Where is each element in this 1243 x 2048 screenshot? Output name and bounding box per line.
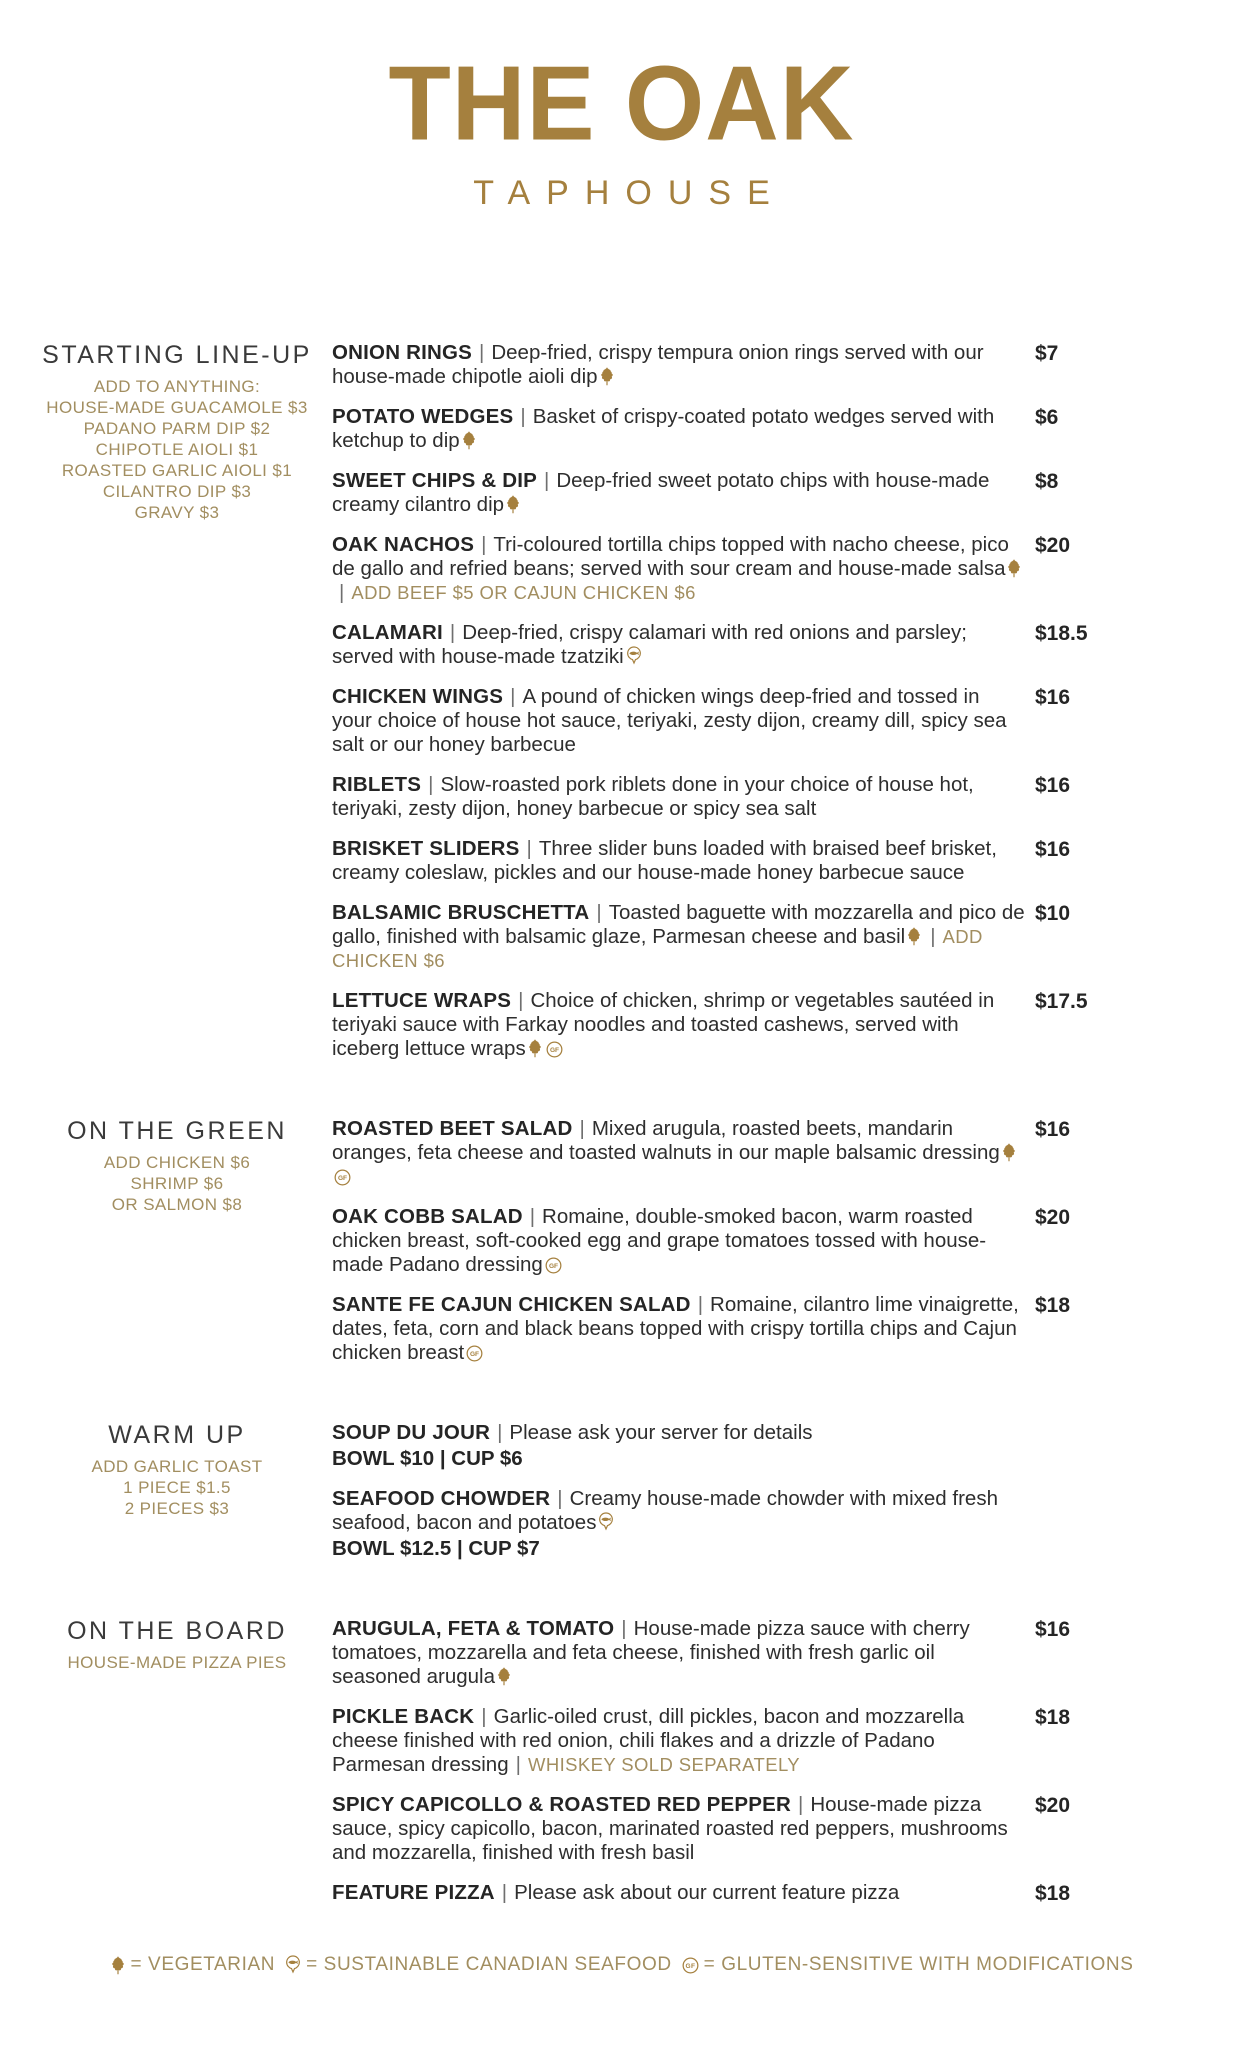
section-note-line: ADD GARLIC TOAST — [91, 1457, 263, 1476]
menu-section — [40, 341, 1147, 1077]
item-description: Garlic-oiled crust, dill pickles, bacon and mozzarella cheese finished with red onion, chili flakes and a drizzle of Padano Parmesan dressing — [332, 1705, 965, 1776]
section-note-line: OR SALMON $8 — [111, 1195, 243, 1214]
item-description: Please ask your server for details — [509, 1421, 813, 1444]
oak-leaf-vegetarian-icon — [497, 1667, 511, 1686]
item-name: SOUP DU JOUR — [332, 1421, 491, 1444]
menu-item — [332, 1117, 1147, 1189]
section-heading: STARTING LINE-UP — [42, 341, 312, 369]
gluten-free-icon — [334, 1169, 351, 1186]
section-items — [332, 1617, 1147, 1922]
item-description: A pound of chicken wings deep-fried and tossed in your choice of house hot sauce, teriyaki, zesty dijon, creamy dill, spicy sea salt or our honey barbecue — [332, 685, 1007, 756]
legend-group — [283, 1954, 672, 1976]
menu-item — [332, 1421, 1147, 1471]
item-price — [1035, 1421, 1147, 1471]
section-heading: WARM UP — [108, 1421, 246, 1449]
oak-leaf-vegetarian-icon — [600, 367, 614, 386]
item-description: Mixed arugula, roasted beets, mandarin oranges, feta cheese and toasted walnuts in our maple balsamic dressing — [332, 1117, 1000, 1164]
menu-item — [332, 621, 1147, 669]
section-heading: ON THE BOARD — [67, 1617, 287, 1645]
svg-text:GF: GF — [337, 1175, 348, 1183]
item-text — [332, 1705, 1025, 1777]
sustainable-seafood-icon — [598, 1512, 614, 1532]
menu-item — [332, 1793, 1147, 1865]
item-separator: | — [501, 1881, 508, 1904]
gluten-free-icon — [466, 1345, 483, 1362]
menu-item — [332, 469, 1147, 517]
item-price: $16 — [1035, 1118, 1071, 1141]
gluten-free-icon — [682, 1957, 699, 1974]
section-note — [40, 1652, 314, 1673]
item-name: OAK COBB SALAD — [332, 1205, 523, 1228]
item-separator: | — [697, 1293, 704, 1316]
menu-item — [332, 685, 1147, 757]
oak-leaf-vegetarian-icon — [506, 495, 520, 514]
item-description: Deep-fried, crispy tempura onion rings served with our house-made chipotle aioli dip — [332, 341, 984, 388]
menu-item — [332, 837, 1147, 885]
legend — [0, 1954, 1243, 1976]
section-note — [40, 1456, 314, 1519]
item-text — [332, 1421, 1025, 1471]
item-text — [332, 405, 1025, 453]
item-name: SPICY CAPICOLLO & ROASTED RED PEPPER — [332, 1793, 792, 1816]
item-name: FEATURE PIZZA — [332, 1881, 495, 1904]
item-price: $18 — [1035, 1294, 1071, 1317]
section-note-line: PADANO PARM DIP $2 — [83, 419, 271, 438]
section-head — [40, 1117, 332, 1381]
gluten-free-icon — [546, 1041, 563, 1058]
item-separator: | — [596, 901, 602, 924]
item-name: BRISKET SLIDERS — [332, 837, 520, 860]
item-separator: | — [798, 1793, 804, 1816]
item-price: $16 — [1035, 1618, 1071, 1641]
section-note-line: CILANTRO DIP $3 — [102, 482, 252, 501]
menu-item — [332, 405, 1147, 453]
addon-separator: | — [515, 1753, 521, 1776]
item-price: $10 — [1035, 902, 1071, 925]
item-name: SWEET CHIPS & DIP — [332, 469, 538, 492]
svg-text:GF: GF — [470, 1351, 480, 1359]
item-addon: ADD CHICKEN $6 — [332, 926, 983, 971]
section-note-line: 2 PIECES $3 — [124, 1499, 230, 1518]
item-sizes: BOWL $12.5 | CUP $7 — [332, 1537, 540, 1560]
item-text — [332, 1881, 1025, 1906]
item-price: $6 — [1035, 406, 1059, 429]
addon-separator: | — [339, 581, 345, 604]
item-separator: | — [529, 1205, 536, 1228]
section-note-line: HOUSE-MADE PIZZA PIES — [67, 1653, 287, 1672]
item-text — [332, 1487, 1025, 1561]
section-note — [40, 376, 314, 523]
item-price: $16 — [1035, 838, 1071, 861]
item-separator: | — [497, 1421, 503, 1444]
section-note — [40, 1152, 314, 1215]
menu-body — [0, 341, 1243, 1922]
item-text — [332, 1117, 1025, 1189]
svg-text:GF: GF — [685, 1962, 696, 1970]
brand-subtitle: TAPHOUSE — [473, 174, 786, 212]
item-text — [332, 989, 1025, 1061]
item-text — [332, 901, 1025, 973]
menu-section — [40, 1117, 1147, 1381]
item-name: OAK NACHOS — [332, 533, 475, 556]
item-text — [332, 1205, 1025, 1277]
oak-leaf-vegetarian-icon — [1007, 559, 1021, 578]
item-separator: | — [520, 405, 526, 428]
item-text — [332, 533, 1025, 605]
section-note-line: HOUSE-MADE GUACAMOLE $3 — [46, 398, 308, 417]
item-price: $18.5 — [1035, 622, 1088, 645]
item-text — [332, 773, 1025, 821]
section-note-line: CHIPOTLE AIOLI $1 — [95, 440, 259, 459]
menu-item — [332, 1205, 1147, 1277]
oak-leaf-vegetarian-icon — [111, 1956, 125, 1975]
item-description: Toasted baguette with mozzarella and pico de gallo, finished with balsamic glaze, Parmesan cheese and basil — [332, 901, 1025, 948]
item-text — [332, 1293, 1025, 1365]
addon-separator: | — [930, 925, 936, 948]
legend-label: = SUSTAINABLE CANADIAN SEAFOOD — [306, 1954, 672, 1975]
section-items — [332, 341, 1147, 1077]
item-name: RIBLETS — [332, 773, 422, 796]
section-note-line: 1 PIECE $1.5 — [123, 1478, 231, 1497]
menu-item — [332, 1487, 1147, 1561]
sustainable-seafood-icon — [626, 646, 642, 666]
menu-section — [40, 1421, 1147, 1577]
item-separator: | — [481, 533, 487, 556]
item-separator: | — [481, 1705, 487, 1728]
item-text — [332, 837, 1025, 885]
oak-leaf-vegetarian-icon — [907, 927, 921, 946]
item-description: Basket of crispy-coated potato wedges served with ketchup to dip — [332, 405, 995, 452]
section-items — [332, 1421, 1147, 1577]
item-name: SEAFOOD CHOWDER — [332, 1487, 551, 1510]
item-name: CALAMARI — [332, 621, 443, 644]
menu-item — [332, 1705, 1147, 1777]
item-separator: | — [557, 1487, 563, 1510]
item-name: ARUGULA, FETA & TOMATO — [332, 1617, 615, 1640]
item-separator: | — [544, 469, 550, 492]
item-separator: | — [510, 685, 516, 708]
legend-group — [109, 1954, 275, 1976]
menu-item — [332, 773, 1147, 821]
item-addon: ADD BEEF $5 OR CAJUN CHICKEN $6 — [351, 582, 696, 603]
item-price: $20 — [1035, 534, 1071, 557]
menu-section — [40, 1617, 1147, 1922]
item-text — [332, 1617, 1025, 1689]
item-addon: WHISKEY SOLD SEPARATELY — [527, 1754, 801, 1775]
item-description: Please ask about our current feature pizza — [514, 1881, 900, 1904]
section-note-line: ROASTED GARLIC AIOLI $1 — [61, 461, 293, 480]
svg-text:GF: GF — [549, 1047, 559, 1055]
item-description: Three slider buns loaded with braised beef brisket, creamy coleslaw, pickles and our house-made honey barbecue sauce — [332, 837, 997, 884]
item-name: PICKLE BACK — [332, 1705, 475, 1728]
item-name: LETTUCE WRAPS — [332, 989, 512, 1012]
oak-leaf-vegetarian-icon — [528, 1039, 542, 1058]
menu-item — [332, 533, 1147, 605]
item-text — [332, 469, 1025, 517]
item-price: $18 — [1035, 1706, 1071, 1729]
item-description: Tri-coloured tortilla chips topped with nacho cheese, pico de gallo and refried beans; served with sour cream and house-made salsa — [332, 533, 1009, 580]
item-text — [332, 341, 1025, 389]
menu-item — [332, 341, 1147, 389]
menu-item — [332, 1617, 1147, 1689]
section-head — [40, 1421, 332, 1577]
menu-item — [332, 901, 1147, 973]
item-description: Creamy house-made chowder with mixed fresh seafood, bacon and potatoes — [332, 1487, 998, 1534]
brand-header — [0, 0, 1243, 213]
item-price — [1035, 1487, 1147, 1561]
item-text — [332, 621, 1025, 669]
item-price: $20 — [1035, 1206, 1071, 1229]
item-description: House-made pizza sauce, spicy capicollo, bacon, marinated roasted red peppers, mushrooms and mozzarella, finished with fresh basil — [332, 1793, 1008, 1864]
item-name: BALSAMIC BRUSCHETTA — [332, 901, 590, 924]
item-name: ROASTED BEET SALAD — [332, 1117, 573, 1140]
item-name: POTATO WEDGES — [332, 405, 514, 428]
item-separator: | — [526, 837, 532, 860]
item-description: Slow-roasted pork riblets done in your choice of house hot, teriyaki, zesty dijon, honey barbecue or spicy sea salt — [332, 773, 974, 820]
section-head — [40, 1617, 332, 1922]
item-separator: | — [449, 621, 456, 644]
section-note-line: ADD TO ANYTHING: — [93, 377, 261, 396]
section-heading: ON THE GREEN — [67, 1117, 287, 1145]
item-description: Deep-fried sweet potato chips with house-made creamy cilantro dip — [332, 469, 990, 516]
gluten-free-icon — [545, 1257, 562, 1274]
item-text — [332, 1793, 1025, 1865]
item-price: $17.5 — [1035, 990, 1088, 1013]
section-note-line: ADD CHICKEN $6 — [103, 1153, 251, 1172]
item-price: $16 — [1035, 686, 1071, 709]
brand-logo: THE OAK — [388, 43, 855, 163]
item-description: Choice of chicken, shrimp or vegetables sautéed in teriyaki sauce with Farkay noodles and toasted cashews, served with iceberg lettuce wraps — [332, 989, 995, 1060]
item-name: CHICKEN WINGS — [332, 685, 504, 708]
item-price: $18 — [1035, 1882, 1071, 1905]
section-items — [332, 1117, 1147, 1381]
section-note-line: SHRIMP $6 — [130, 1174, 224, 1193]
item-name: ONION RINGS — [332, 341, 473, 364]
svg-text:GF: GF — [548, 1263, 558, 1271]
section-note-line: GRAVY $3 — [134, 503, 220, 522]
item-price: $16 — [1035, 774, 1071, 797]
item-separator: | — [518, 989, 524, 1012]
section-head — [40, 341, 332, 1077]
sustainable-seafood-icon — [285, 1955, 301, 1975]
item-text — [332, 685, 1025, 757]
legend-label: = GLUTEN-SENSITIVE WITH MODIFICATIONS — [703, 1954, 1134, 1975]
item-sizes: BOWL $10 | CUP $6 — [332, 1447, 523, 1470]
item-separator: | — [428, 773, 434, 796]
item-description: Romaine, cilantro lime vinaigrette, dates, feta, corn and black beans topped with crispy tortilla chips and Cajun chicken breast — [332, 1293, 1019, 1364]
legend-group — [680, 1954, 1134, 1976]
item-price: $7 — [1035, 342, 1059, 365]
oak-leaf-vegetarian-icon — [462, 431, 476, 450]
item-description: House-made pizza sauce with cherry tomatoes, mozzarella and feta cheese, finished with fresh garlic oil seasoned arugula — [332, 1617, 970, 1688]
menu-item — [332, 1293, 1147, 1365]
oak-leaf-vegetarian-icon — [1002, 1143, 1016, 1162]
item-separator: | — [579, 1117, 585, 1140]
item-description: Deep-fried, crispy calamari with red onions and parsley; served with house-made tzatziki — [332, 621, 968, 668]
menu-item — [332, 1881, 1147, 1906]
item-separator: | — [621, 1617, 627, 1640]
item-price: $20 — [1035, 1794, 1071, 1817]
item-name: SANTE FE CAJUN CHICKEN SALAD — [332, 1293, 691, 1316]
item-description: Romaine, double-smoked bacon, warm roasted chicken breast, soft-cooked egg and grape tomatoes tossed with house-made Padano dressing — [332, 1205, 987, 1276]
menu-item — [332, 989, 1147, 1061]
item-separator: | — [479, 341, 485, 364]
legend-label: = VEGETARIAN — [130, 1954, 276, 1975]
item-price: $8 — [1035, 470, 1059, 493]
